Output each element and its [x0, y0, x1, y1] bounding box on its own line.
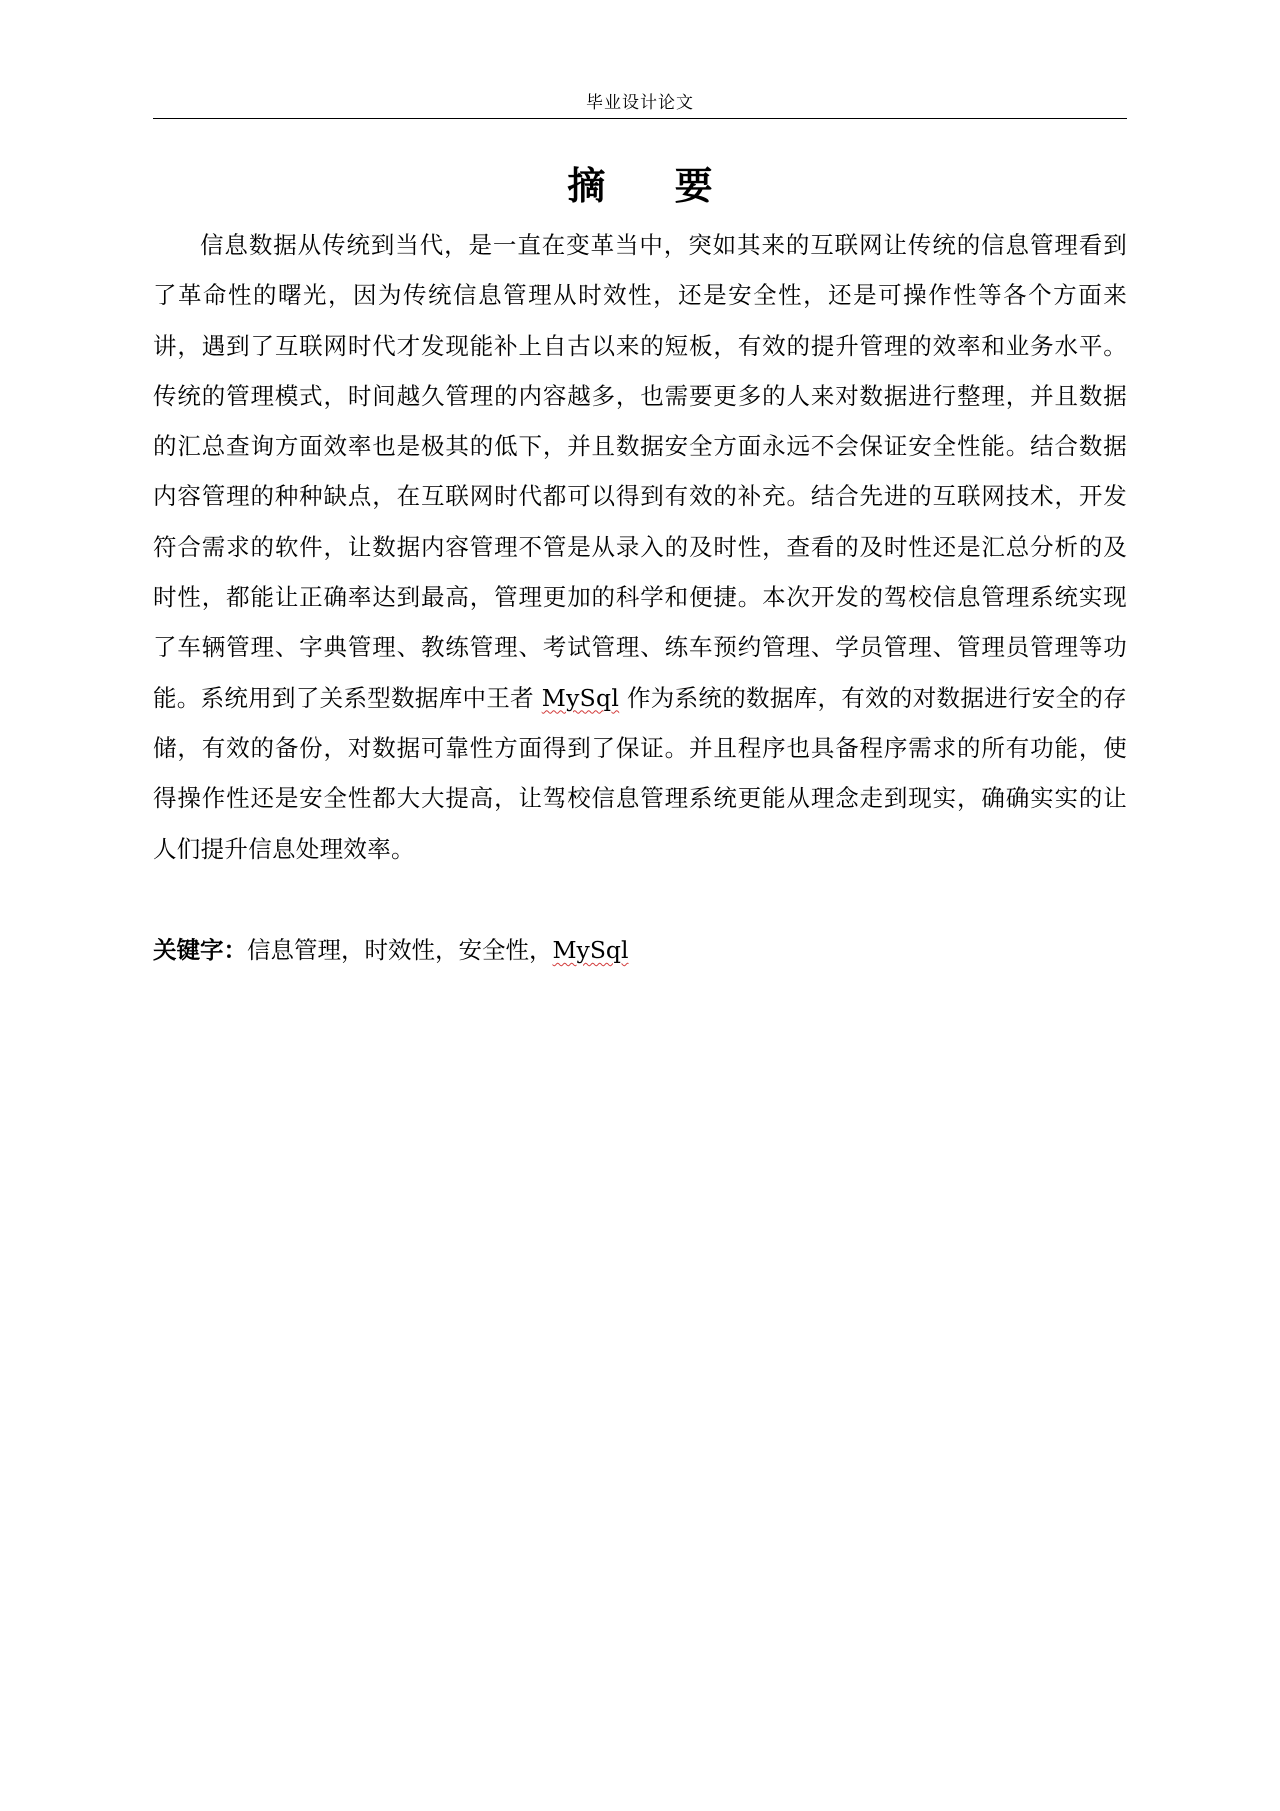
abstract-paragraph: [153, 220, 1127, 874]
keywords-items: 信息管理，时效性，安全性，: [247, 936, 553, 964]
keywords-label: 关键字：: [153, 936, 247, 964]
keywords-line: [153, 925, 1127, 975]
header-divider: [153, 118, 1127, 119]
abstract-text-part-2: 作为系统的数据库，有效的对数据进行安全的存储，有效的备份，对数据可靠性方面得到了保证。并且程序也具备程序需求的所有功能，使得操作性还是安全性都大大提高，让驾校信息管理系统更能从理念走到现实，确确实实的让人们提升信息处理效率。: [153, 683, 1127, 863]
abstract-title: 摘 要: [567, 164, 741, 208]
abstract-text-part-1: 信息数据从传统到当代，是一直在变革当中，突如其来的互联网让传统的信息管理看到了革命性的曙光，因为传统信息管理从时效性，还是安全性，还是可操作性等各个方面来讲，遇到了互联网时代才发现能补上自古以来的短板，有效的提升管理的效率和业务水平。传统的管理模式，时间越久管理的内容越多，也需要更多的人来对数据进行整理，并且数据的汇总查询方面效率也是极其的低下，并且数据安全方面永远不会保证安全性能。结合数据内容管理的种种缺点，在互联网时代都可以得到有效的补充。结合先进的互联网技术，开发符合需求的软件，让数据内容管理不管是从录入的及时性，查看的及时性还是汇总分析的及时性，都能让正确率达到最高，管理更加的科学和便捷。本次开发的驾校信息管理系统实现了车辆管理、字典管理、教练管理、考试管理、练车预约管理、学员管理、管理员管理等功能。系统用到了关系型数据库中王者: [153, 231, 1127, 712]
page-header: 毕业设计论文: [586, 93, 694, 113]
abstract-term-mysql: MySql: [541, 683, 620, 712]
keywords-term-mysql: MySql: [552, 936, 629, 964]
